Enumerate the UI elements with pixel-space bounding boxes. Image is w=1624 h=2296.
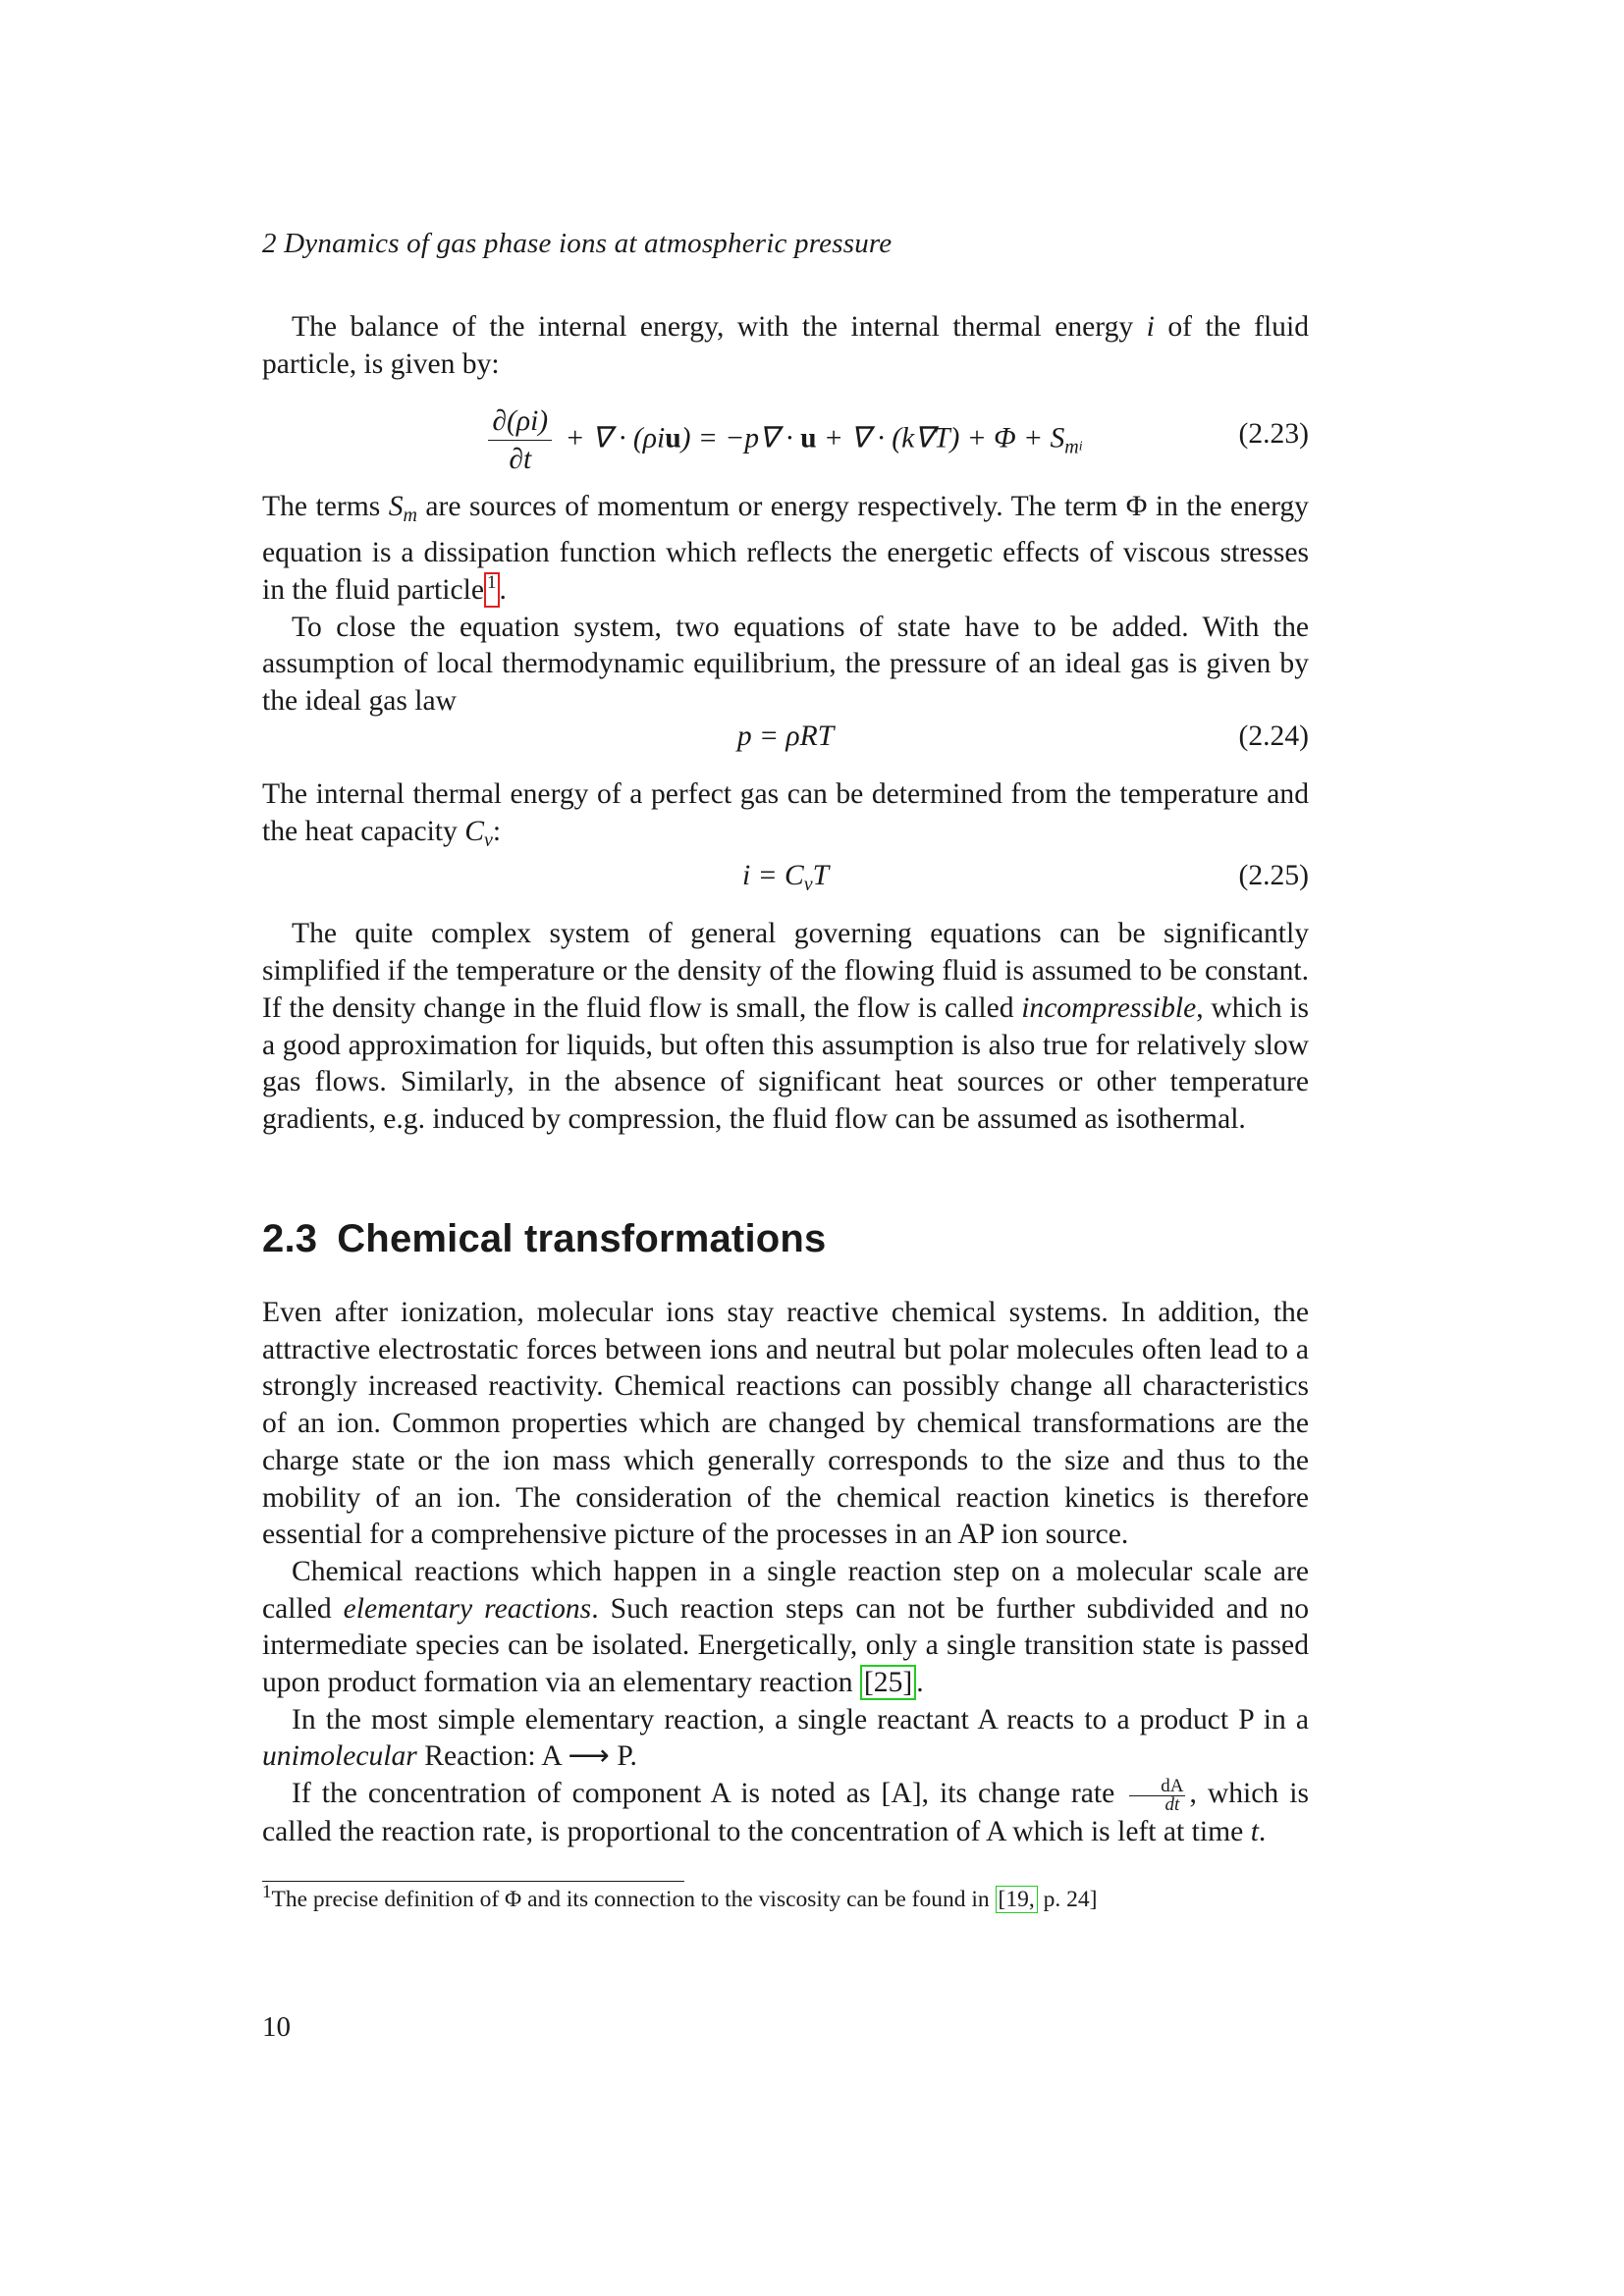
text: Reaction: A ⟶ P.: [416, 1740, 637, 1773]
vector-u: u: [800, 422, 817, 454]
section-heading: [262, 1217, 826, 1261]
emphasis: unimolecular: [262, 1740, 417, 1773]
page-number: 10: [262, 2011, 291, 2043]
text: The terms: [262, 491, 389, 523]
paragraph-elementary: [262, 1554, 1309, 1702]
math-var: C: [464, 816, 484, 848]
subscript: v: [803, 873, 813, 895]
fraction-denominator: ∂t: [509, 444, 532, 476]
footnote-rule: [262, 1881, 684, 1882]
text: In the most simple elementary reaction, a single reactant A reacts to a product P in a: [292, 1703, 1309, 1735]
text: , which is a good approximation for liquids, but often this assumption is also true for relatively slow gas flows. Similarly, in the absence of significant heat sources or other temperature gradients, e.g. induced by compression, the fluid flow can be assumed as isothermal.: [262, 991, 1309, 1135]
text: are sources of momentum or energy respectively. The term Φ in the energy equation is a dissipation function which reflects the energetic effects of viscous stresses in the fluid particle: [262, 491, 1309, 606]
equation-number: (2.24): [1238, 720, 1309, 752]
subscript: m: [1064, 436, 1079, 458]
subscript: v: [483, 829, 493, 852]
section-title: Chemical transformations: [337, 1217, 827, 1260]
equation-text: T: [812, 859, 830, 891]
text: The precise definition of Φ and its connection to the viscosity can be found in: [271, 1887, 996, 1912]
text: . Such reaction steps can not be further subdivided and no intermediate species can be isolated. Energetically, only a single transition state is passed upon product formation via an elementary reaction: [262, 1592, 1310, 1699]
equation-2-23: [262, 397, 1309, 481]
paragraph-unimolecular: [262, 1702, 1309, 1776]
section-number: 2.3: [262, 1217, 318, 1260]
paragraph-complex-system: [262, 916, 1309, 1138]
equation-2-25: [262, 860, 1309, 897]
fraction-numerator: dA: [1129, 1778, 1185, 1796]
subscript: m: [403, 505, 417, 527]
footnote-mark: 1: [262, 1882, 272, 1903]
text: Chemical reactions which happen in a single reaction step on a molecular scale are called: [262, 1555, 1309, 1625]
text: .: [916, 1667, 924, 1699]
text: .: [499, 573, 507, 606]
math-var: S: [388, 491, 404, 523]
equation-number: (2.25): [1238, 859, 1309, 891]
fraction-numerator: ∂(ρi): [488, 404, 552, 441]
citation-link[interactable]: [25]: [860, 1665, 916, 1700]
paragraph-internal-energy: [262, 309, 1309, 383]
citation-link[interactable]: [19,: [996, 1886, 1038, 1913]
text-block-upper: [262, 309, 1309, 1139]
subscript: i: [1078, 439, 1083, 454]
paragraph-close-system: To close the equation system, two equations of state have to be added. With the assumption of local thermodynamic equilibrium, the pressure of an ideal gas is given by the ideal gas law: [262, 611, 1309, 717]
equation-text: + ∇ · (k∇T) + Φ + S: [816, 422, 1065, 454]
emphasis: elementary reactions: [343, 1592, 592, 1625]
footnote: [262, 1882, 1309, 1914]
text: The internal thermal energy of a perfect gas can be determined from the temperature and the heat capacity: [262, 778, 1309, 848]
math-var: i: [1146, 311, 1155, 343]
fraction-dA-dt: [1129, 1775, 1185, 1815]
text: p. 24]: [1037, 1887, 1098, 1912]
equation-body: [262, 404, 1309, 476]
equation-2-24: [262, 721, 1309, 758]
text: :: [492, 816, 502, 848]
running-head: 2 Dynamics of gas phase ions at atmospheric pressure: [262, 228, 893, 259]
paragraph-reaction-rate: [262, 1776, 1309, 1850]
equation-body: [262, 860, 1309, 896]
emphasis: incompressible: [1021, 991, 1197, 1024]
vector-u: u: [665, 422, 681, 454]
footnote-mark: 1: [487, 571, 497, 593]
text: If the concentration of component A is noted as [A], its change rate: [292, 1778, 1126, 1810]
fraction: [488, 404, 552, 476]
equation-text: + ∇ · (ρi: [558, 422, 666, 454]
text: The balance of the internal energy, with the internal thermal energy: [292, 311, 1147, 343]
paragraph-thermal-energy: [262, 776, 1309, 859]
text: The quite complex system of general governing equations can be significantly simplified if the temperature or the density of the flowing fluid is assumed to be constant. If the density change in the fluid flow is small, the flow is called: [262, 918, 1309, 1024]
equation-number: (2.23): [1238, 418, 1309, 451]
paragraph-ionization: Even after ionization, molecular ions stay reactive chemical systems. In addition, the attractive electrostatic forces between ions and neutral but polar molecules often lead to a strongly increased reactivity. Chemical reactions can possibly change all characteristics of an ion. Common properties which are changed by chemical transformations are the charge state or the ion mass which generally corresponds to the size and thus to the mobility of an ion. The consideration of the chemical reaction kinetics is therefore essential for a comprehensive picture of the processes in an AP ion source.: [262, 1297, 1309, 1551]
footnote-link[interactable]: [484, 572, 500, 608]
text: .: [1258, 1815, 1267, 1847]
math-var: t: [1250, 1815, 1259, 1847]
fraction-denominator: dt: [1164, 1793, 1180, 1815]
paragraph-terms: [262, 489, 1309, 609]
equation-text: i = C: [741, 859, 804, 891]
text-block-lower: [262, 1295, 1309, 1851]
equation-text: ) = −p∇ ·: [680, 422, 801, 454]
text: , which is called the reaction rate, is proportional to the concentration of A which is left at time: [262, 1778, 1309, 1847]
text: of the fluid particle, is given by:: [262, 311, 1309, 380]
equation-body: p = ρRT: [736, 720, 835, 752]
